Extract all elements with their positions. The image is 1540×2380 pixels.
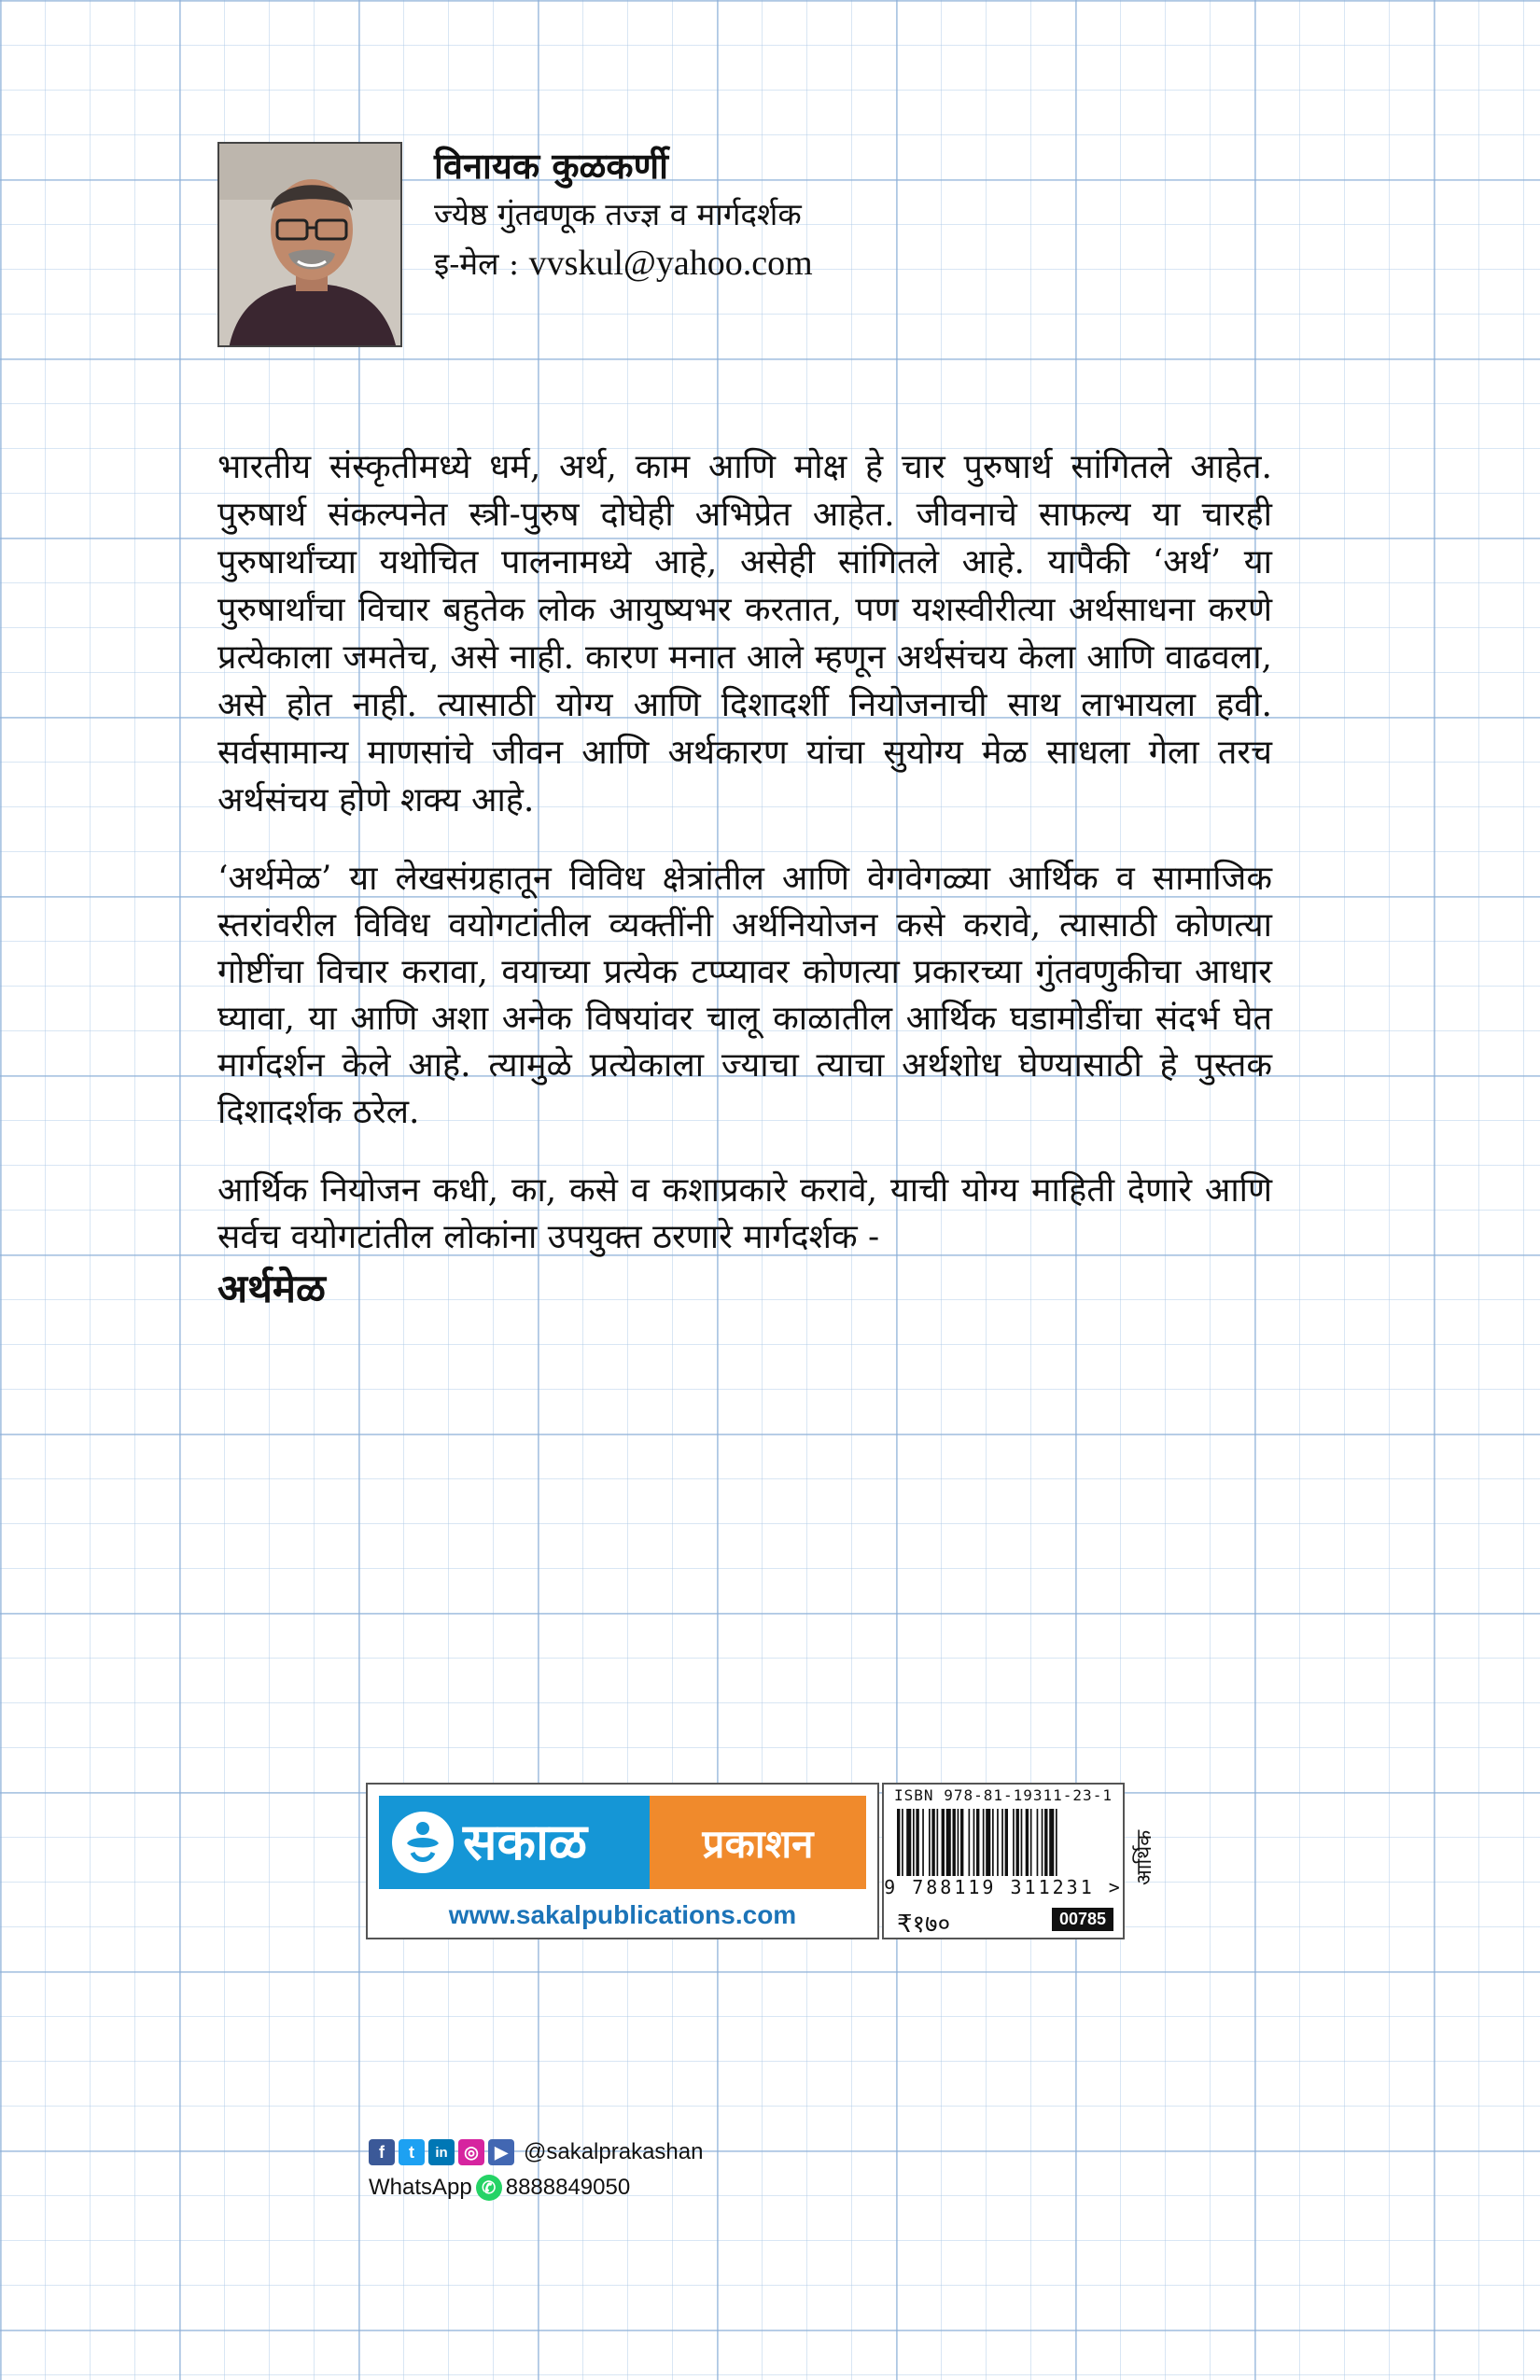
facebook-icon[interactable]: f bbox=[369, 2139, 395, 2165]
barcode-icon bbox=[897, 1809, 1112, 1876]
barcode-number: 9 788119 311231 > bbox=[884, 1876, 1123, 1898]
linkedin-icon[interactable]: in bbox=[428, 2139, 455, 2165]
whatsapp-row bbox=[369, 2175, 630, 2201]
publisher-logo bbox=[379, 1796, 866, 1889]
author-role: ज्येष्ठ गुंतवणूक तज्ज्ञ व मार्गदर्शक bbox=[434, 196, 802, 232]
twitter-icon[interactable]: t bbox=[399, 2139, 425, 2165]
logo-word: सकाळ bbox=[463, 1813, 588, 1871]
author-photo bbox=[217, 142, 402, 347]
author-name: विनायक कुळकर्णी bbox=[434, 146, 668, 187]
code-badge: 00785 bbox=[1052, 1908, 1113, 1931]
whatsapp-icon[interactable]: ✆ bbox=[476, 2175, 502, 2201]
email-link[interactable]: vvskul@yahoo.com bbox=[528, 244, 813, 283]
instagram-icon[interactable]: ◎ bbox=[458, 2139, 484, 2165]
youtube-icon[interactable]: ▶ bbox=[488, 2139, 514, 2165]
book-blurb bbox=[217, 443, 1272, 1317]
price-label: ₹१७० bbox=[897, 1911, 951, 1939]
category-label: आर्थिक bbox=[1133, 1829, 1156, 1885]
publisher-box bbox=[366, 1783, 879, 1939]
author-portrait-icon bbox=[219, 144, 402, 347]
logo-tag: प्रकाशन bbox=[650, 1796, 866, 1889]
blurb-paragraph-2: ‘अर्थमेळ’ या लेखसंग्रहातून विविध क्षेत्रांतील आणि वेगवेगळ्या आर्थिक व सामाजिक स्तरांवरील विविध वयोगटांतील व्यक्तींनी अर्थनियोजन कसे करावे, त्यासाठी कोणत्या गोष्टींचा विचार करावा, वयाच्या प्रत्येक टप्प्यावर कोणत्या प्रकारच्या गुंतवणुकीचा आधार घ्यावा, या आणि अशा अनेक विषयांवर चालू काळातील आर्थिक घडामोडींचा संदर्भ घेत मार्गदर्शन केले आहे. त्यामुळे प्रत्येकाला ज्याचा त्याचा अर्थशोध घेण्यासाठी हे पुस्तक दिशादर्शक ठरेल. bbox=[217, 860, 1272, 1131]
isbn-text: ISBN 978-81-19311-23-1 bbox=[894, 1786, 1113, 1804]
social-row bbox=[369, 2139, 703, 2165]
barcode-box bbox=[882, 1783, 1125, 1939]
book-title-closing: अर्थमेळ bbox=[217, 1266, 326, 1311]
logo-blue-panel bbox=[379, 1796, 650, 1889]
author-email bbox=[434, 239, 957, 288]
blurb-paragraph-1: भारतीय संस्कृतीमध्ये धर्म, अर्थ, काम आणि मोक्ष हे चार पुरुषार्थ सांगितले आहेत. पुरुषार्थ संकल्पनेत स्त्री-पुरुष दोघेही अभिप्रेत आहेत. जीवनाचे साफल्य या चारही पुरुषार्थांच्या यथोचित पालनामध्ये आहे, असेही सांगितले आहे. यापैकी ‘अर्थ’ या पुरुषार्थांचा विचार बहुतेक लोक आयुष्यभर करतात, पण यशस्वीरीत्या अर्थसाधना करणे प्रत्येकाला जमतेच, असे नाही. कारण मनात आले म्हणून अर्थसंचय केला आणि वाढवला, असे होत नाही. त्यासाठी योग्य आणि दिशादर्शी नियोजनाची साथ लाभायला हवी. सर्वसामान्य माणसांचे जीवन आणि अर्थकारण यांचा सुयोग्य मेळ साधला गेला तरच अर्थसंचय होणे शक्य आहे. bbox=[217, 448, 1272, 819]
publisher-website-link[interactable]: www.sakalpublications.com bbox=[448, 1900, 797, 1929]
sakal-emblem-icon bbox=[392, 1812, 454, 1873]
author-info bbox=[434, 142, 957, 288]
social-handle[interactable]: @sakalprakashan bbox=[524, 2139, 704, 2164]
email-label: इ-मेल : bbox=[434, 245, 520, 282]
blurb-paragraph-3: आर्थिक नियोजन कधी, का, कसे व कशाप्रकारे करावे, याची योग्य माहिती देणारे आणि सर्वच वयोगटांतील लोकांना उपयुक्त ठरणारे मार्गदर्शक - bbox=[217, 1171, 1272, 1256]
whatsapp-number[interactable]: 8888849050 bbox=[505, 2175, 631, 2200]
whatsapp-label: WhatsApp bbox=[369, 2175, 472, 2200]
